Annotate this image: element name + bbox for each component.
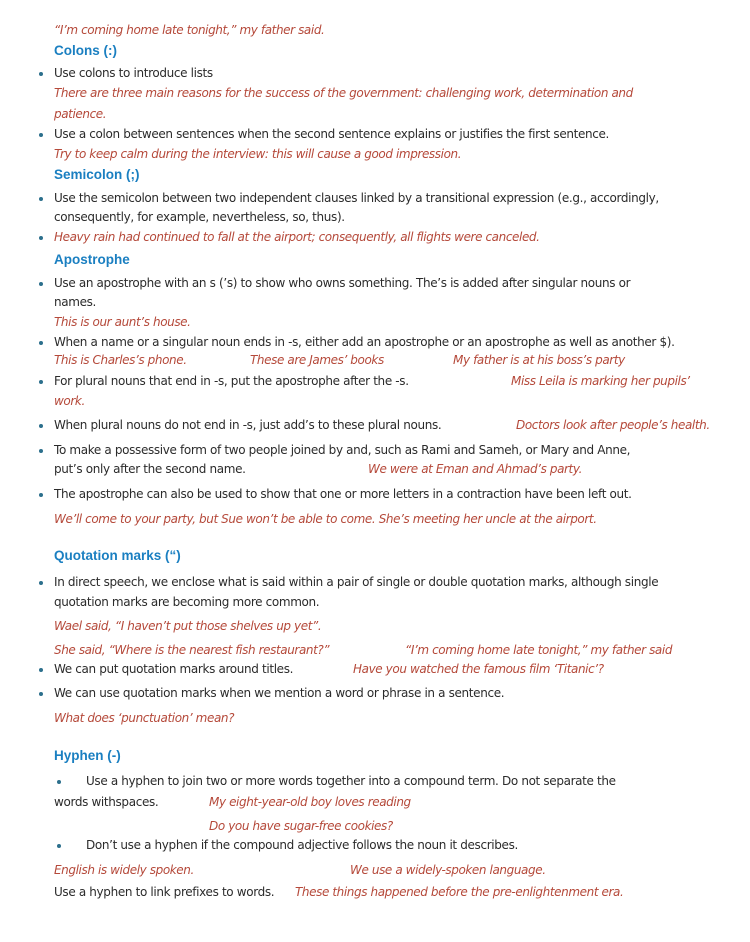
bullet-icon [39,692,43,696]
rule-text: Use a hyphen to link prefixes to words. [54,885,275,899]
heading-semicolon: Semicolon (;) [54,167,140,182]
rule-text: Use a colon between sentences when the second sentence explains or justifies the first sentence. [54,127,610,141]
rule-text: In direct speech, we enclose what is said within a pair of single or double quotation marks, although single [54,575,659,589]
example-text: Try to keep calm during the interview: this will cause a good impression. [54,147,462,161]
example-text: We’ll come to your party, but Sue won’t be able to come. She’s meeting her uncle at the airport. [54,512,597,526]
example-text: These things happened before the pre-enlightenment era. [295,885,624,899]
bullet-icon [39,282,43,286]
rule-text: When plural nouns do not end in -s, just add’s to these plural nouns. [54,418,442,432]
example-text: My eight-year-old boy loves reading [209,795,411,809]
example-text: patience. [54,107,107,121]
rule-text: We can use quotation marks when we mention a word or phrase in a sentence. [54,686,505,700]
rule-text: For plural nouns that end in -s, put the apostrophe after the -s. [54,374,409,388]
example-text: These are James’ books [250,353,384,367]
bullet-icon [39,341,43,345]
bullet-icon [39,581,43,585]
example-text: My father is at his boss’s party [453,353,625,367]
intro-example: “I’m coming home late tonight,” my father said. [54,23,325,37]
rule-text: put’s only after the second name. [54,462,246,476]
rule-text: consequently, for example, nevertheless, so, thus). [54,210,345,224]
rule-text: Use a hyphen to join two or more words together into a compound term. Do not separate the [86,774,616,788]
bullet-icon [57,780,61,784]
bullet-icon [39,133,43,137]
bullet-icon [39,72,43,76]
example-text: Wael said, “I haven’t put those shelves up yet”. [54,619,322,633]
example-text: Do you have sugar-free cookies? [209,819,393,833]
example-text: She said, “Where is the nearest fish restaurant?” [54,643,330,657]
rule-text: words withspaces. [54,795,159,809]
example-text: What does ‘punctuation’ mean? [54,711,235,725]
bullet-icon [39,449,43,453]
example-text: work. [54,394,85,408]
rule-text: When a name or a singular noun ends in -s, either add an apostrophe or an apostrophe as well as another $). [54,335,675,349]
rule-text: We can put quotation marks around titles. [54,662,294,676]
bullet-icon [39,668,43,672]
rule-text: names. [54,295,96,309]
bullet-icon [57,844,61,848]
heading-hyphen: Hyphen (-) [54,748,121,763]
rule-text: To make a possessive form of two people joined by and, such as Rami and Sameh, or Mary and Anne, [54,443,631,457]
bullet-icon [39,493,43,497]
example-text: There are three main reasons for the success of the government: challenging work, determination and [54,86,633,100]
bullet-icon [39,236,43,240]
example-text: We were at Eman and Ahmad’s party. [368,462,583,476]
rule-text: Use an apostrophe with an s (’s) to show who owns something. The’s is added after singular nouns or [54,276,631,290]
heading-quotation-marks: Quotation marks (“) [54,548,181,563]
example-text: Miss Leila is marking her pupils’ [511,374,690,388]
bullet-icon [39,197,43,201]
rule-text: The apostrophe can also be used to show that one or more letters in a contraction have been left out. [54,487,632,501]
example-text: English is widely spoken. [54,863,194,877]
example-text: “I’m coming home late tonight,” my father said [405,643,673,657]
rule-text: Use colons to introduce lists [54,66,213,80]
example-text: This is our aunt’s house. [54,315,191,329]
bullet-icon [39,380,43,384]
rule-text: Don’t use a hyphen if the compound adjective follows the noun it describes. [86,838,518,852]
example-text: We use a widely-spoken language. [350,863,546,877]
example-text: Have you watched the famous film ‘Titanic’? [353,662,604,676]
heading-colons: Colons (:) [54,43,117,58]
example-text: This is Charles’s phone. [54,353,187,367]
rule-text: quotation marks are becoming more common. [54,595,320,609]
bullet-icon [39,424,43,428]
example-text: Heavy rain had continued to fall at the airport; consequently, all flights were canceled. [54,230,540,244]
example-text: Doctors look after people’s health. [516,418,710,432]
heading-apostrophe: Apostrophe [54,252,130,267]
rule-text: Use the semicolon between two independent clauses linked by a transitional expression (e.g., accordingly, [54,191,659,205]
